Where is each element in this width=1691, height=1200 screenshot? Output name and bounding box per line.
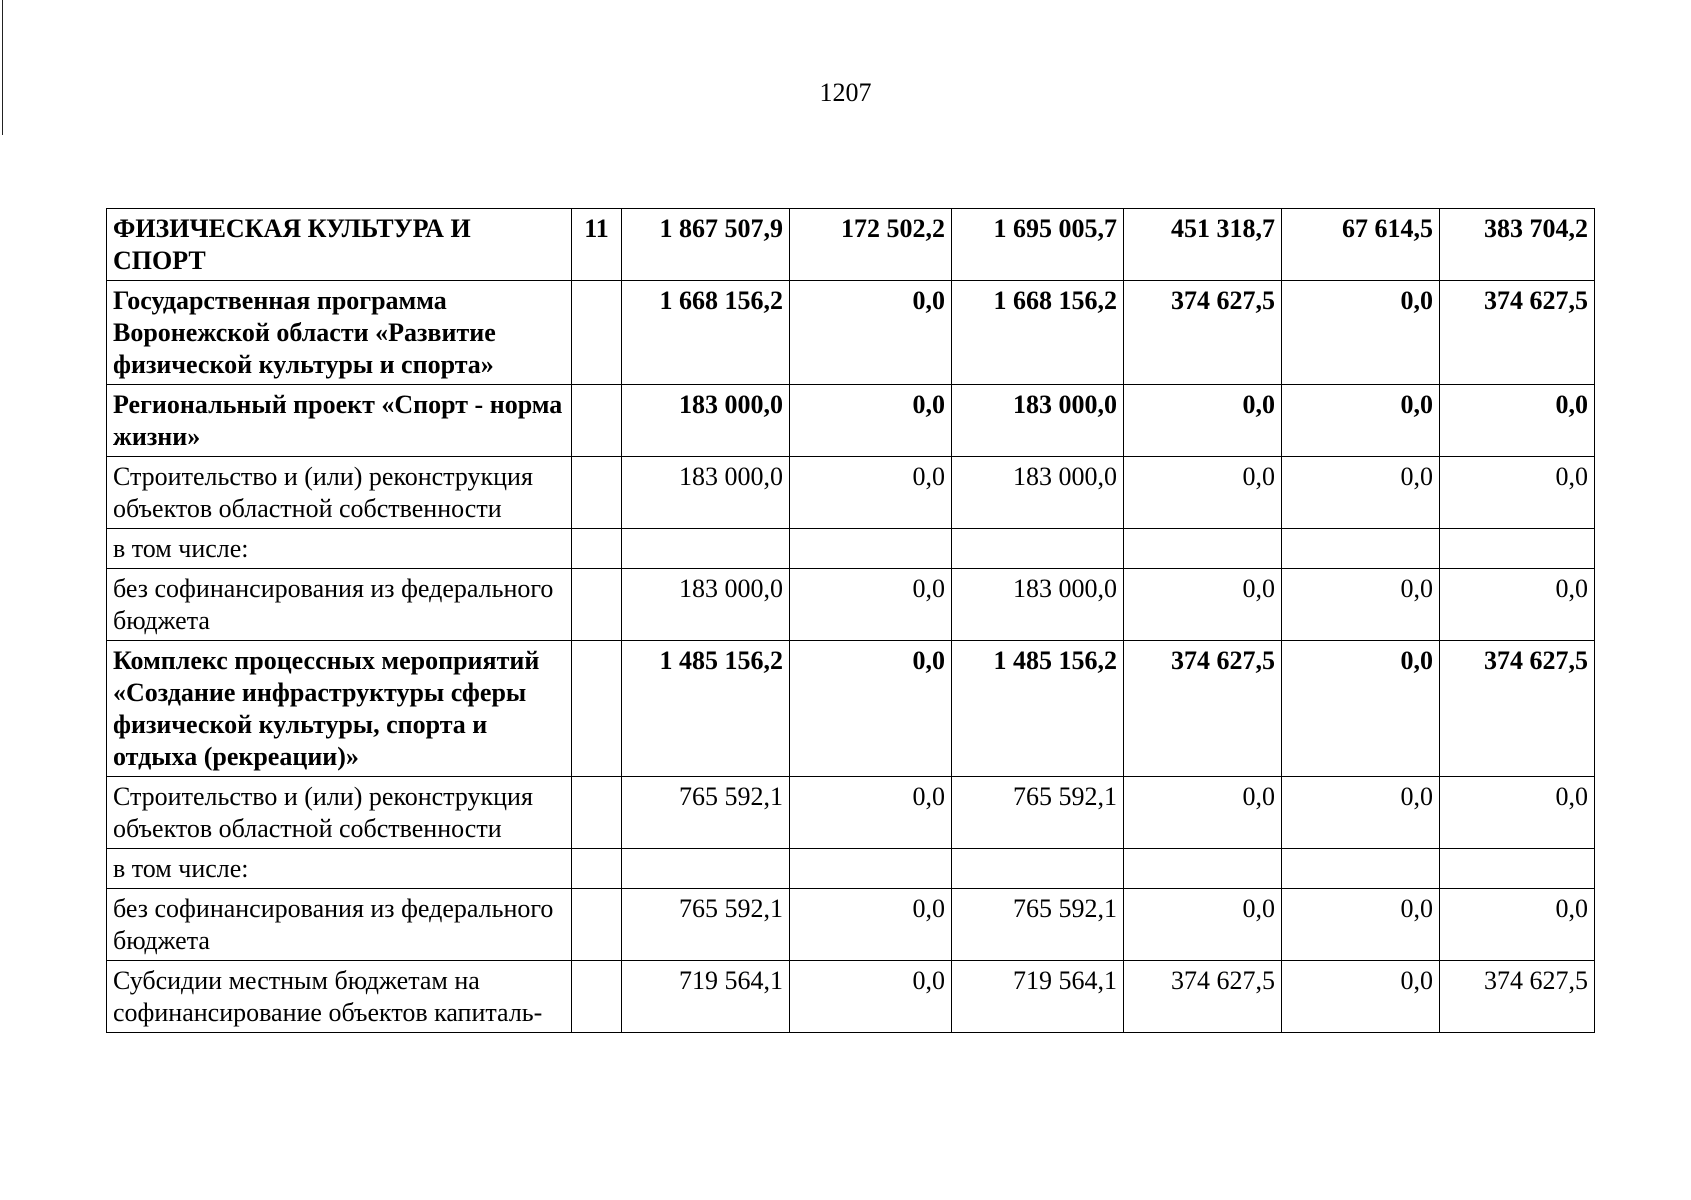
row-code-cell [572, 777, 622, 849]
row-value-cell: 0,0 [1124, 889, 1282, 961]
row-value-cell: 0,0 [1282, 641, 1440, 777]
row-value-cell: 0,0 [790, 569, 952, 641]
row-name-cell: без софинансирования из федерального бюджета [107, 889, 572, 961]
row-code-cell [572, 529, 622, 569]
row-code-cell [572, 889, 622, 961]
row-value-cell: 765 592,1 [622, 777, 790, 849]
row-value-cell: 0,0 [1440, 889, 1595, 961]
row-value-cell: 0,0 [790, 889, 952, 961]
row-value-cell: 374 627,5 [1440, 281, 1595, 385]
row-value-cell: 183 000,0 [952, 569, 1124, 641]
row-code-cell [572, 641, 622, 777]
page-number: 1207 [819, 78, 872, 107]
row-value-cell: 0,0 [790, 281, 952, 385]
row-name-cell: в том числе: [107, 529, 572, 569]
table-row [107, 457, 1595, 529]
row-value-cell: 1 867 507,9 [622, 209, 790, 281]
row-code-cell [572, 281, 622, 385]
row-name-cell: Региональный проект «Спорт - норма жизни» [107, 385, 572, 457]
row-value-cell: 374 627,5 [1124, 961, 1282, 1033]
row-value-cell [790, 529, 952, 569]
row-value-cell: 183 000,0 [952, 457, 1124, 529]
row-name-cell: Строительство и (или) реконструкция объектов областной собственности [107, 457, 572, 529]
row-value-cell [790, 849, 952, 889]
row-value-cell: 374 627,5 [1124, 641, 1282, 777]
row-value-cell: 1 668 156,2 [622, 281, 790, 385]
table-row [107, 777, 1595, 849]
row-value-cell: 183 000,0 [622, 569, 790, 641]
row-code-cell [572, 961, 622, 1033]
row-value-cell: 0,0 [1124, 777, 1282, 849]
row-value-cell: 183 000,0 [952, 385, 1124, 457]
row-value-cell: 374 627,5 [1440, 641, 1595, 777]
row-code-cell [572, 569, 622, 641]
row-value-cell: 0,0 [790, 385, 952, 457]
row-value-cell [1282, 849, 1440, 889]
row-value-cell: 0,0 [1124, 457, 1282, 529]
table-row [107, 889, 1595, 961]
row-value-cell: 172 502,2 [790, 209, 952, 281]
row-value-cell: 0,0 [1440, 777, 1595, 849]
table-row [107, 961, 1595, 1033]
table-row [107, 281, 1595, 385]
row-value-cell: 0,0 [1440, 457, 1595, 529]
row-value-cell: 0,0 [1440, 385, 1595, 457]
page-margin-line [2, 0, 3, 135]
row-name-cell: Субсидии местным бюджетам на софинансирование объектов капиталь- [107, 961, 572, 1033]
row-name-cell: Строительство и (или) реконструкция объектов областной собственности [107, 777, 572, 849]
row-value-cell: 0,0 [1124, 385, 1282, 457]
row-value-cell: 374 627,5 [1440, 961, 1595, 1033]
row-value-cell [1440, 529, 1595, 569]
row-value-cell: 0,0 [1282, 457, 1440, 529]
row-name-cell: в том числе: [107, 849, 572, 889]
row-value-cell: 183 000,0 [622, 457, 790, 529]
row-value-cell [1440, 849, 1595, 889]
row-value-cell [1124, 529, 1282, 569]
row-value-cell: 765 592,1 [952, 777, 1124, 849]
row-value-cell: 0,0 [790, 777, 952, 849]
table-row [107, 849, 1595, 889]
table-row [107, 209, 1595, 281]
row-value-cell [1124, 849, 1282, 889]
row-value-cell: 67 614,5 [1282, 209, 1440, 281]
row-value-cell: 0,0 [1282, 961, 1440, 1033]
row-value-cell: 0,0 [790, 961, 952, 1033]
row-value-cell: 0,0 [1124, 569, 1282, 641]
table-body [107, 209, 1595, 1033]
row-name-cell: ФИЗИЧЕСКАЯ КУЛЬТУРА И СПОРТ [107, 209, 572, 281]
row-value-cell: 1 668 156,2 [952, 281, 1124, 385]
row-value-cell: 383 704,2 [1440, 209, 1595, 281]
row-name-cell: Государственная программа Воронежской области «Развитие физической культуры и спорта» [107, 281, 572, 385]
budget-table [106, 208, 1595, 1033]
row-value-cell: 765 592,1 [952, 889, 1124, 961]
table-row [107, 641, 1595, 777]
row-code-cell: 11 [572, 209, 622, 281]
row-value-cell: 0,0 [1282, 385, 1440, 457]
row-value-cell: 1 485 156,2 [622, 641, 790, 777]
row-code-cell [572, 849, 622, 889]
row-value-cell: 765 592,1 [622, 889, 790, 961]
row-name-cell: без софинансирования из федерального бюджета [107, 569, 572, 641]
row-value-cell [622, 529, 790, 569]
row-value-cell: 374 627,5 [1124, 281, 1282, 385]
row-value-cell [622, 849, 790, 889]
row-value-cell [1282, 529, 1440, 569]
row-value-cell: 0,0 [790, 641, 952, 777]
row-code-cell [572, 385, 622, 457]
row-value-cell [952, 849, 1124, 889]
row-value-cell: 1 485 156,2 [952, 641, 1124, 777]
row-value-cell: 0,0 [1282, 569, 1440, 641]
table-row [107, 569, 1595, 641]
row-value-cell: 1 695 005,7 [952, 209, 1124, 281]
row-value-cell: 719 564,1 [952, 961, 1124, 1033]
row-value-cell: 183 000,0 [622, 385, 790, 457]
row-value-cell: 0,0 [1282, 281, 1440, 385]
row-value-cell: 451 318,7 [1124, 209, 1282, 281]
row-code-cell [572, 457, 622, 529]
table-row [107, 529, 1595, 569]
row-value-cell: 0,0 [790, 457, 952, 529]
row-value-cell: 0,0 [1282, 777, 1440, 849]
row-value-cell: 0,0 [1282, 889, 1440, 961]
table-row [107, 385, 1595, 457]
row-value-cell [952, 529, 1124, 569]
row-name-cell: Комплекс процессных мероприятий «Создание инфраструктуры сферы физической культуры, спорта и отдыха (рекреации)» [107, 641, 572, 777]
row-value-cell: 0,0 [1440, 569, 1595, 641]
row-value-cell: 719 564,1 [622, 961, 790, 1033]
